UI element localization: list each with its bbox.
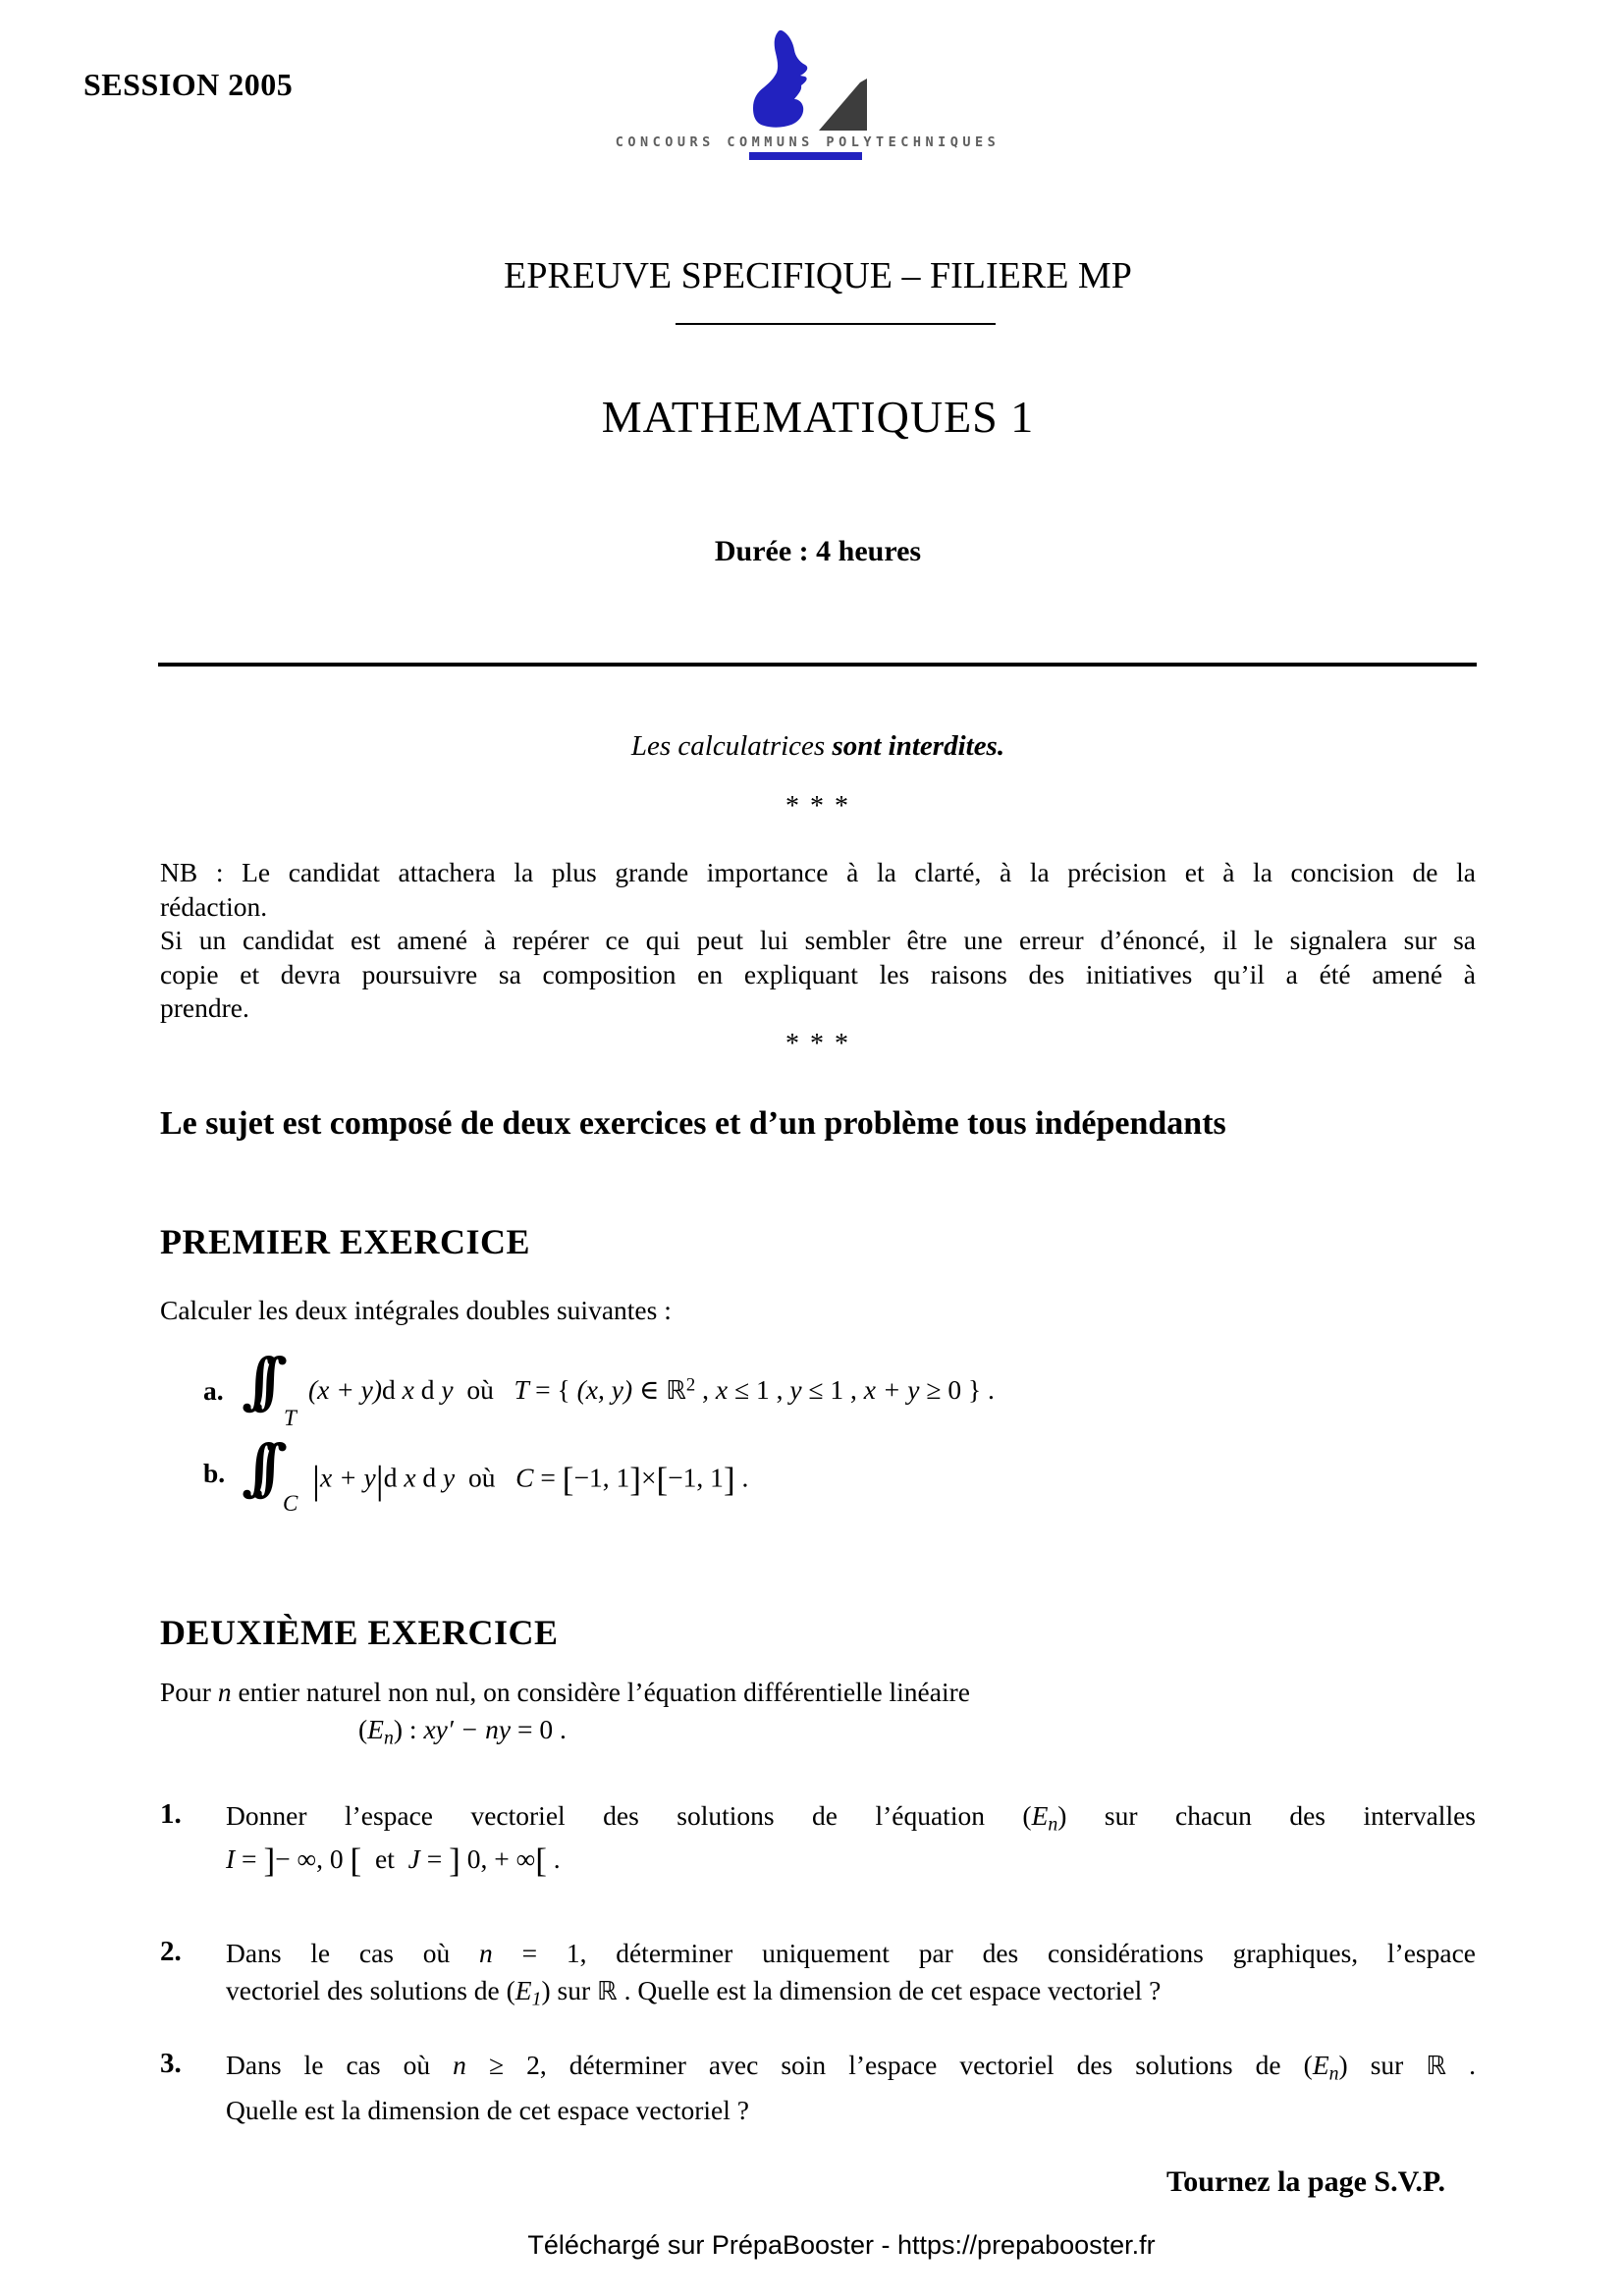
formula-b-domain: C [283,1491,298,1516]
formula-a-label: a. [203,1375,224,1406]
horizontal-rule [158,663,1477,667]
item-3-line-1: Dans le cas où n ≥ 2, déterminer avec soin l’espace vectoriel des solutions de $(E_n)$ sur ℝ . [226,2050,1476,2085]
exercise1-intro: Calculer les deux intégrales doubles suivantes : [160,1295,672,1325]
formula-b-body: |x + y|d x d y où C = [−1, 1]×[−1, 1] . [312,1458,749,1502]
exercise2-heading: DEUXIÈME EXERCICE [160,1613,559,1652]
item-3-line-2: Quelle est la dimension de cet espace vectoriel ? [226,2095,749,2125]
logo-caption: CONCOURS COMMUNS POLYTECHNIQUES [615,134,1001,150]
download-credit: Téléchargé sur PrépaBooster - https://prepabooster.fr [527,2230,1156,2260]
session-label: SESSION 2005 [83,67,294,102]
item-3-number: 3. [160,2048,182,2079]
logo-blue-stroke-icon [753,30,807,128]
calculator-notice-bold: sont interdites. [832,730,1005,762]
nb-paragraph [160,856,1476,1026]
item-1-number: 1. [160,1798,182,1830]
real-numbers-symbol: ℝ [666,1376,686,1406]
double-integral-icon: ∫∫ [242,1431,264,1503]
real-numbers-symbol: ℝ [597,1977,618,2006]
calculator-notice [160,730,1476,763]
duration-label: Durée : 4 heures [714,535,922,567]
calculator-notice-normal: Les calculatrices [630,730,833,762]
logo-triangle-icon [819,79,867,131]
real-numbers-symbol: ℝ [1426,2052,1447,2081]
item-2-line-2: vectoriel des solutions de $(E_1)$ sur ℝ . Quelle est la dimension de cet espace vectoriel ? [226,1975,1162,2010]
nb-line: prendre. [160,992,249,1024]
subject-title: MATHEMATIQUES 1 [601,392,1035,442]
nb-line: rédaction. [160,890,268,922]
formula-b-label: b. [203,1458,226,1488]
equation-en: $(E_n)$ : xy′ − ny = 0 . [358,1714,567,1749]
stars-separator-1: * * * [785,791,850,822]
exercise2-intro: Pour n entier naturel non nul, on considère l’équation différentielle linéaire [160,1677,970,1707]
stars-separator-2: * * * [785,1029,850,1059]
turn-page-label: Tournez la page S.V.P. [1166,2165,1445,2198]
logo-underline-bar [749,152,862,160]
formula-a-body: (x + y)d x d y où T = { (x, y) ∈ ℝ$^2$ , x ≤ 1 , y ≤ 1 , x + y ≥ 0 } . [308,1374,995,1406]
item-2-number: 2. [160,1936,182,1967]
exercise1-heading: PREMIER EXERCICE [160,1222,531,1261]
item-1-line-1: Donner l’espace vectoriel des solutions de l’équation $(E_n)$ sur chacun des intervalles [226,1800,1476,1836]
formula-a-domain: T [284,1406,297,1430]
item-2-line-1: Dans le cas où n = 1, déterminer uniquement par des considérations graphiques, l’espace [226,1938,1476,1968]
subject-composition-heading: Le sujet est composé de deux exercices et d’un problème tous indépendants [160,1105,1226,1142]
exam-title: EPREUVE SPECIFIQUE – FILIERE MP [504,255,1132,296]
nb-line: NB : Le candidat attachera la plus grande importance à la clarté, à la précision et à la concision de la [160,857,1476,887]
title-divider [676,323,996,325]
item-1-line-2: I = ]− ∞, 0 [ et J = ] 0, + ∞[ . [226,1842,561,1880]
nb-line: Si un candidat est amené à repérer ce qui peut lui sembler être une erreur d’énoncé, il le signalera sur sa [160,925,1476,956]
double-integral-icon: ∫∫ [242,1345,264,1416]
nb-line: copie et devra poursuivre sa composition en expliquant les raisons des initiatives qu’il a été amené à [160,958,1476,989]
